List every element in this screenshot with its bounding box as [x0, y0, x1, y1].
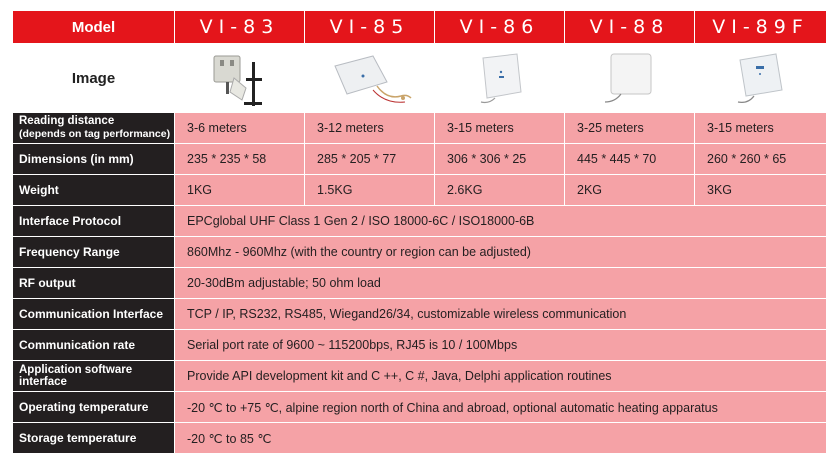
cell-value: 285 * 205 * 77 — [305, 144, 435, 175]
cell-value: 3-25 meters — [565, 113, 695, 144]
row-label: Operating temperature — [13, 392, 175, 423]
table-row — [13, 361, 827, 392]
table-row — [13, 330, 827, 361]
cell-value: 860Mhz - 960Mhz (with the country or region can be adjusted) — [175, 237, 827, 268]
row-label: Storage temperature — [13, 423, 175, 454]
cell-value: 260 * 260 * 65 — [695, 144, 827, 175]
cell-value: 235 * 235 * 58 — [175, 144, 305, 175]
row-label: Application software interface — [13, 361, 175, 392]
table-row — [13, 113, 827, 144]
image-row — [13, 44, 827, 113]
cell-value: 3KG — [695, 175, 827, 206]
flat-panel-antenna-icon — [325, 48, 415, 108]
cell-value: 2KG — [565, 175, 695, 206]
row-label: Weight — [13, 175, 175, 206]
model-name: VI-83 — [175, 11, 305, 44]
row-label: Communication rate — [13, 330, 175, 361]
product-image-vi83 — [175, 44, 305, 113]
row-label: Communication Interface — [13, 299, 175, 330]
reader-with-stand-icon — [200, 48, 280, 108]
spec-table — [12, 10, 827, 454]
cell-value: TCP / IP, RS232, RS485, Wiegand26/34, customizable wireless communication — [175, 299, 827, 330]
cell-value: 3-12 meters — [305, 113, 435, 144]
cell-value: 1.5KG — [305, 175, 435, 206]
product-image-vi86 — [435, 44, 565, 113]
model-name: VI-86 — [435, 11, 565, 44]
cell-value: 306 * 306 * 25 — [435, 144, 565, 175]
cell-value: -20 ℃ to 85 ℃ — [175, 423, 827, 454]
table-row — [13, 299, 827, 330]
model-name: VI-88 — [565, 11, 695, 44]
table-row — [13, 206, 827, 237]
cell-value: EPCglobal UHF Class 1 Gen 2 / ISO 18000-6C / ISO18000-6B — [175, 206, 827, 237]
row-label: Interface Protocol — [13, 206, 175, 237]
product-image-vi85 — [305, 44, 435, 113]
row-label — [13, 113, 175, 144]
cell-value: 2.6KG — [435, 175, 565, 206]
table-row — [13, 175, 827, 206]
table-row — [13, 144, 827, 175]
cell-value: 445 * 445 * 70 — [565, 144, 695, 175]
table-row — [13, 268, 827, 299]
table-row — [13, 423, 827, 454]
square-panel-reader-icon — [465, 48, 535, 108]
row-label: RF output — [13, 268, 175, 299]
cell-value: 1KG — [175, 175, 305, 206]
cell-value: 3-15 meters — [435, 113, 565, 144]
square-panel-reader-display-icon — [726, 48, 796, 108]
row-label: Dimensions (in mm) — [13, 144, 175, 175]
cell-value: 3-6 meters — [175, 113, 305, 144]
cell-value: 20-30dBm adjustable; 50 ohm load — [175, 268, 827, 299]
model-header-label: Model — [13, 11, 175, 44]
row-label-subline: (depends on tag performance) — [19, 128, 171, 140]
header-row — [13, 11, 827, 44]
cell-value: -20 ℃ to +75 ℃, alpine region north of China and abroad, optional automatic heating apparatus — [175, 392, 827, 423]
cell-value: Serial port rate of 9600 ~ 115200bps, RJ45 is 10 / 100Mbps — [175, 330, 827, 361]
table-row — [13, 392, 827, 423]
product-image-vi88 — [565, 44, 695, 113]
row-label-line: Reading distance — [19, 115, 115, 127]
model-name: VI-89F — [695, 11, 827, 44]
square-panel-antenna-icon — [595, 48, 665, 108]
model-name: VI-85 — [305, 11, 435, 44]
row-label: Frequency Range — [13, 237, 175, 268]
cell-value: Provide API development kit and C ++, C #, Java, Delphi application routines — [175, 361, 827, 392]
product-image-vi89f — [695, 44, 827, 113]
table-row — [13, 237, 827, 268]
cell-value: 3-15 meters — [695, 113, 827, 144]
image-row-label: Image — [13, 44, 175, 113]
